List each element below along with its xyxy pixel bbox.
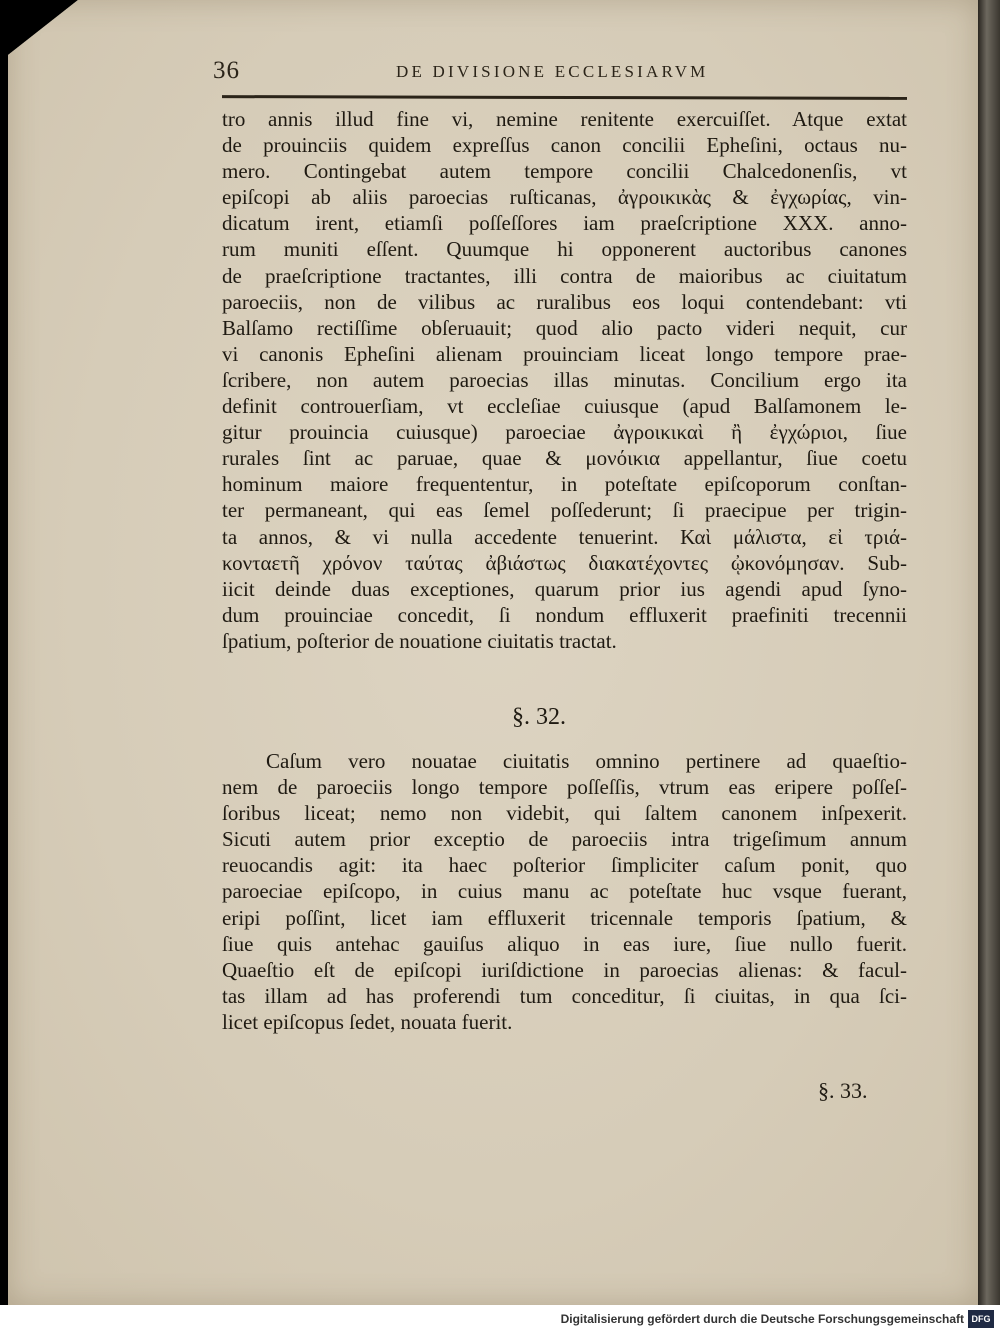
text-line: rurales ſint ac paruae, quae & μονόικια appellantur, ſiue coetu bbox=[222, 446, 907, 471]
text-line: dum prouinciae concedit, ſi nondum effluxerit praefiniti trecennii bbox=[222, 602, 907, 627]
text-line: de prouinciis quidem expreſſus canon concilii Epheſini, octaus nu- bbox=[222, 133, 907, 158]
paragraph-section-32 bbox=[222, 748, 907, 1035]
paragraph-continued bbox=[222, 106, 907, 654]
text-line: ſpatium, poſterior de nouatione ciuitatis tractat. bbox=[222, 628, 617, 653]
text-line: Sicuti autem prior exceptio de paroeciis intra trigeſimum annum bbox=[222, 827, 907, 852]
text-line: rum muniti eſſent. Quumque hi opponerent auctoribus canones bbox=[222, 237, 907, 262]
text-line: tas illam ad has proferendi tum conceditur, ſi ciuitas, in qua ſci- bbox=[222, 983, 907, 1008]
section-heading: §. 32. bbox=[512, 704, 566, 730]
dfg-logo-icon: DFG bbox=[968, 1310, 994, 1328]
text-line: mero. Contingebat autem tempore concilii Chalcedonenſis, vt bbox=[222, 159, 907, 184]
text-line: nem de paroeciis longo tempore poſſeſſis, vtrum eas eripere poſſeſ- bbox=[222, 775, 907, 800]
text-line: ſcribere, non autem paroecias illas minutas. Concilium ergo ita bbox=[222, 367, 907, 392]
text-line: Caſum vero nouatae ciuitatis omnino pertinere ad quaeſtio- bbox=[266, 749, 907, 773]
text-line: vi canonis Epheſini alienam prouinciam liceat longo tempore prae- bbox=[222, 341, 907, 366]
text-line: ter permaneant, qui eas ſemel poſſederunt; ſi praecipue per trigin- bbox=[222, 498, 907, 523]
text-line: ta annos, & vi nulla accedente tenuerint. Καὶ μάλιστα, εἰ τριά- bbox=[222, 524, 907, 549]
text-line: epiſcopi ab aliis paroecias ruſticanas, ἀγροικικὰς & ἐγχωρίας, vin- bbox=[222, 185, 907, 210]
text-line: eripi poſſint, licet iam effluxerit tricennale temporis ſpatium, & bbox=[222, 905, 907, 930]
text-line: ſiue quis antehac gauiſus aliquo in eas iure, ſiue nullo fuerit. bbox=[222, 931, 907, 956]
footer-bar bbox=[0, 1305, 1000, 1334]
text-line: hominum maiore frequententur, in poteſtate epiſcoporum conſtan- bbox=[222, 472, 907, 497]
running-head bbox=[213, 55, 913, 95]
text-line: Balſamo rectiſſime obſeruauit; quod alio pacto videri nequit, cur bbox=[222, 315, 907, 340]
text-line: tro annis illud fine vi, nemine renitente exercuiſſet. Atque extat bbox=[222, 107, 907, 131]
text-line: reuocandis agit: ita haec poſterior ſimpliciter caſum ponit, quo bbox=[222, 853, 907, 878]
text-line: paroeciae epiſcopo, in cuius manu ac poteſtate huc vsque fuerant, bbox=[222, 879, 907, 904]
text-line: Quaeſtio eſt de epiſcopi iuriſdictione in paroecias alienas: & facul- bbox=[222, 957, 907, 982]
text-line: dicatum irent, etiamſi poſſeſſores iam praeſcriptione XXX. anno- bbox=[222, 211, 907, 236]
catchword: §. 33. bbox=[818, 1078, 868, 1103]
text-line: licet epiſcopus ſedet, nouata fuerit. bbox=[222, 1009, 513, 1034]
funding-credit: Digitalisierung gefördert durch die Deutsche Forschungsgemeinschaft bbox=[560, 1312, 964, 1326]
text-line: de praeſcriptione tractantes, illi contra de maioribus ac ciuitatum bbox=[222, 263, 907, 288]
text-line: definit controuerſiam, vt eccleſiae cuiusque (apud Balſamonem le- bbox=[222, 394, 907, 419]
scan-edge-strip bbox=[978, 0, 1000, 1305]
text-line: ſoribus liceat; nemo non videbit, qui ſaltem canonem inſpexerit. bbox=[222, 801, 907, 826]
text-line: gitur prouincia cuiusque) paroeciae ἀγροικικαὶ ἢ ἐγχώριοι, ſiue bbox=[222, 420, 907, 445]
text-line: κονταετῆ χρόνον ταύτας ἀβιάστως διακατέχοντες ᾠκονόμησαν. Sub- bbox=[222, 550, 907, 575]
page-number: 36 bbox=[213, 57, 240, 84]
text-line: paroeciis, non de vilibus ac ruralibus eos loqui contendebant: vti bbox=[222, 289, 907, 314]
running-title: DE DIVISIONE ECCLESIARVM bbox=[396, 62, 709, 81]
text-line: iicit deinde duas exceptiones, quarum prior ius agendi apud ſyno- bbox=[222, 576, 907, 601]
